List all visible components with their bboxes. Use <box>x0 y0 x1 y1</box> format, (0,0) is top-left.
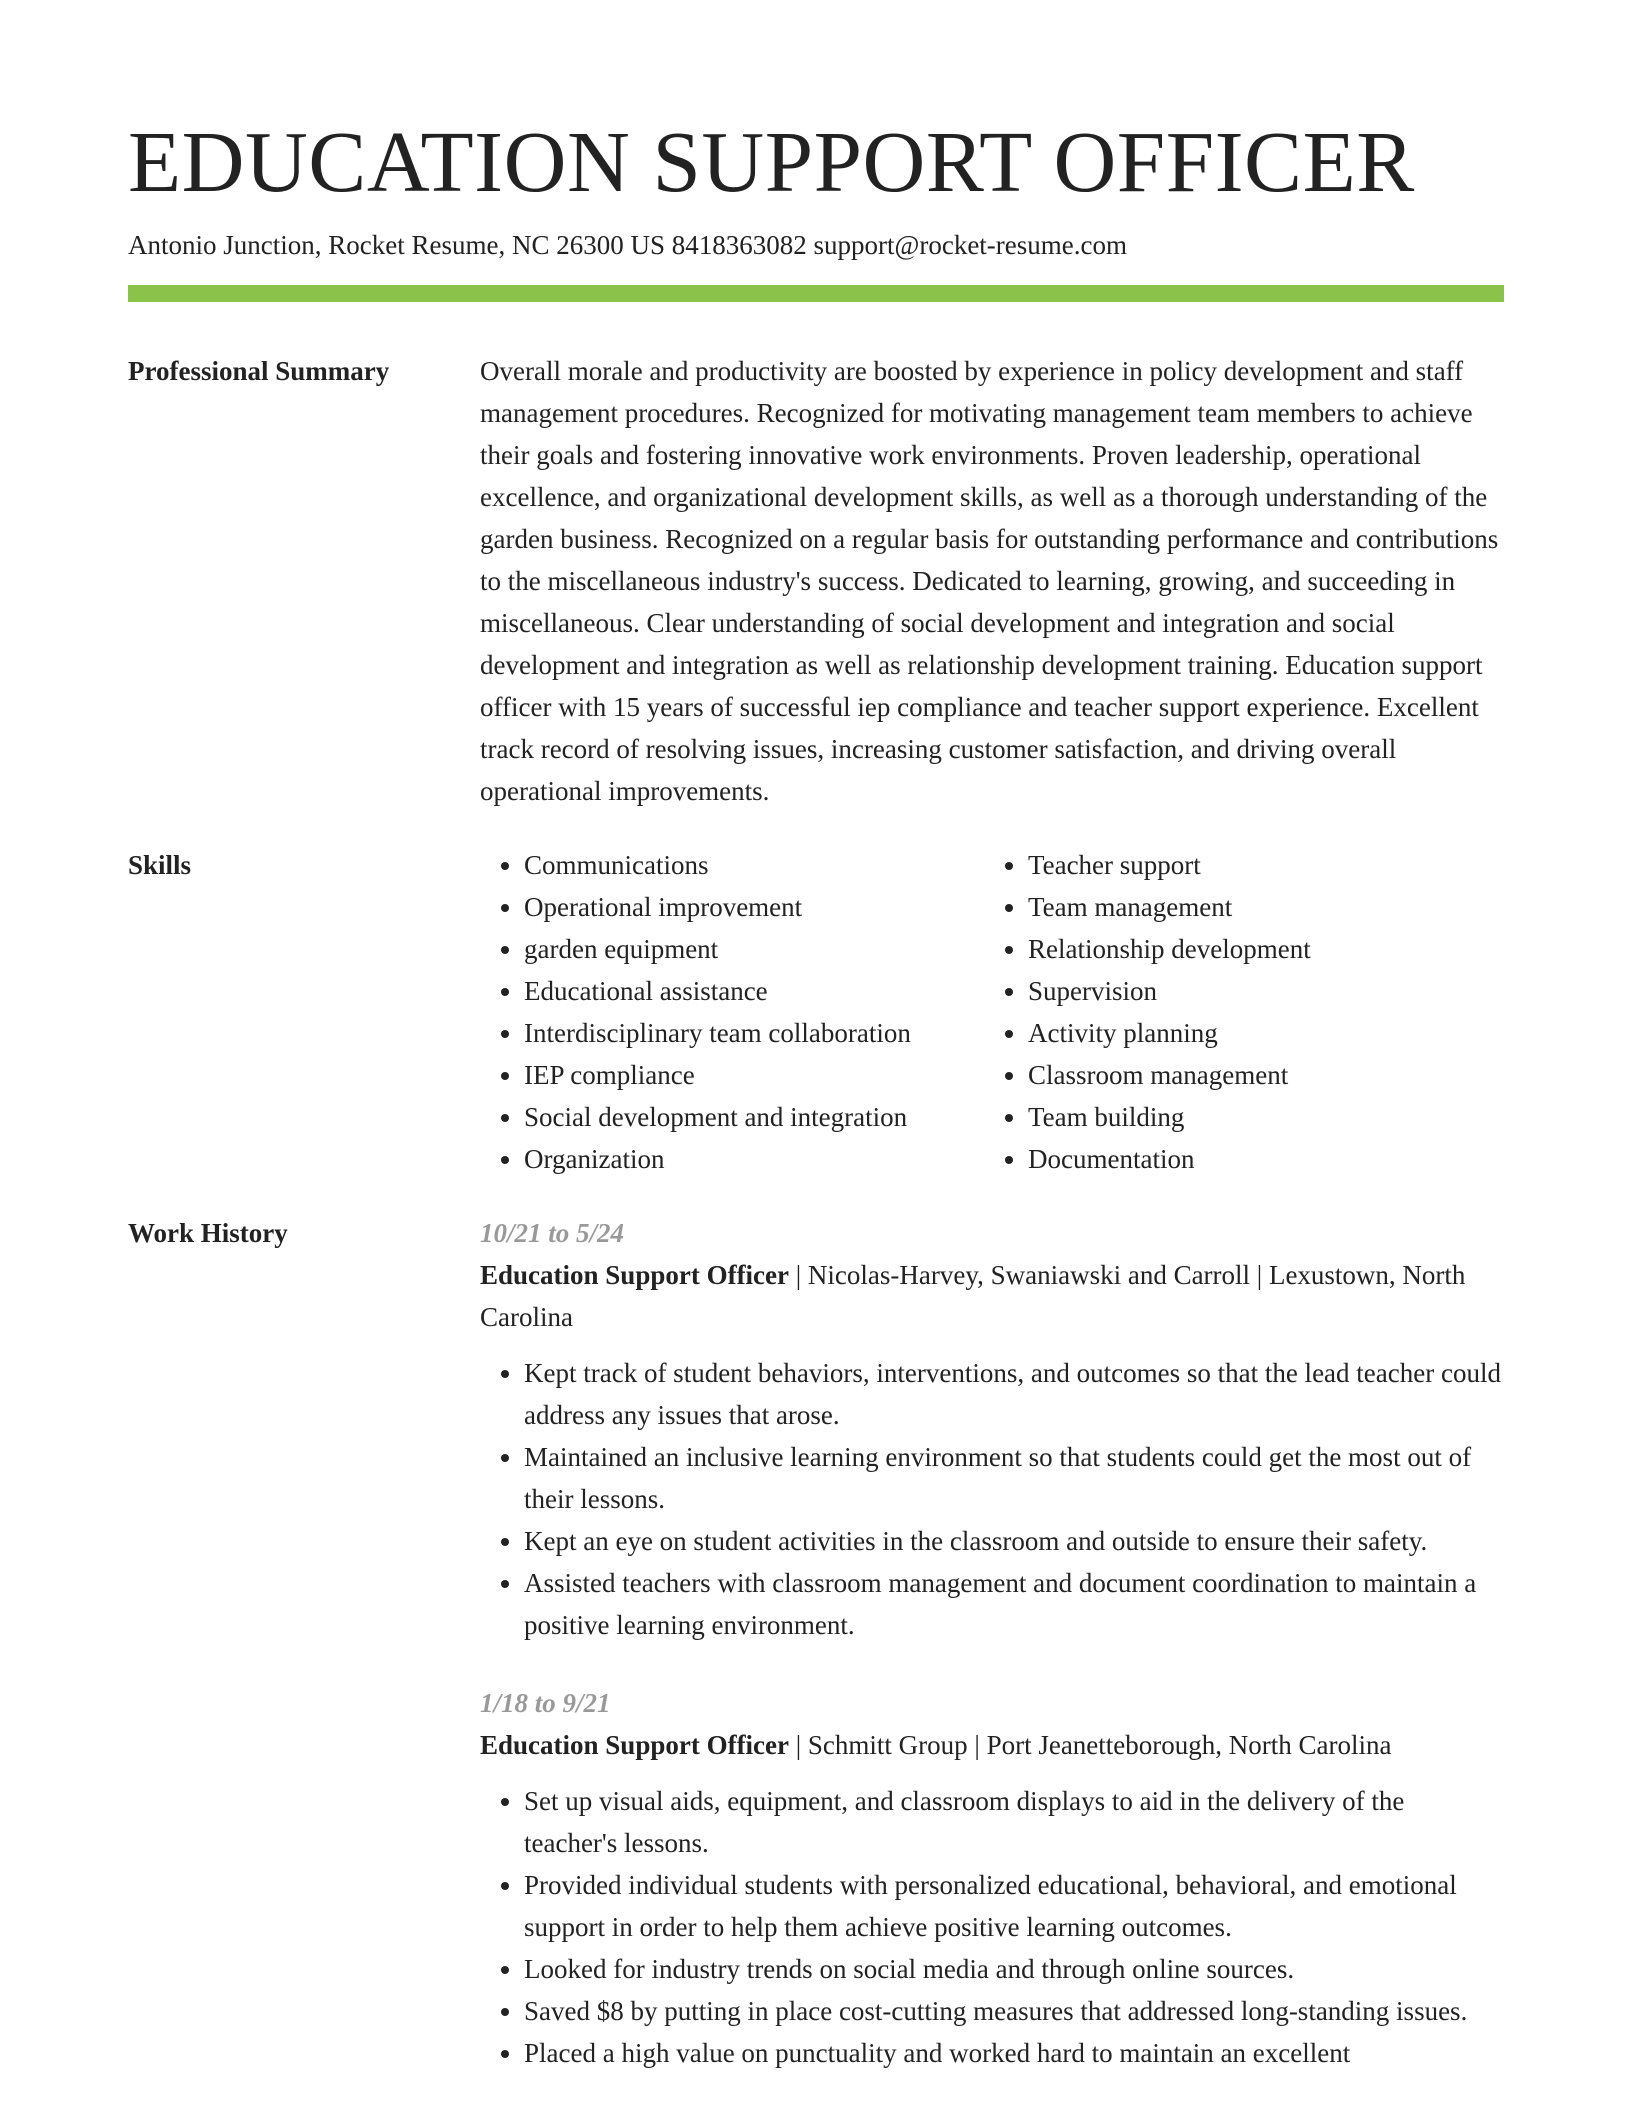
work-history-body <box>480 1212 1504 2110</box>
skill-item: • Relationship development <box>1028 928 1488 970</box>
resume-header <box>128 113 1504 261</box>
summary-text: Overall morale and productivity are boosted by experience in policy development and staff management procedures. Recognized for motivating management team members to achieve their goals and fostering innovative work environments. Proven leadership, operational excellence, and organizational development skills, as well as a thorough understanding of the garden business. Recognized on a regular basis for outstanding performance and contributions to the miscellaneous industry's success. Dedicated to learning, growing, and succeeding in miscellaneous. Clear understanding of social development and integration and social development and integration as well as relationship development training. Education support officer with 15 years of successful iep compliance and teacher support experience. Excellent track record of resolving issues, increasing customer satisfaction, and driving overall operational improvements. <box>480 356 1499 806</box>
section-heading: Work History <box>128 1218 288 1248</box>
job-role: Education Support Officer <box>480 1260 790 1290</box>
job-bullet: • Assisted teachers with classroom management and document coordination to maintain a positive learning environment. <box>524 1562 1504 1646</box>
job-dates: 10/21 to 5/24 <box>480 1218 625 1248</box>
skill-item: • Educational assistance <box>524 970 984 1012</box>
section-heading: Professional Summary <box>128 356 390 386</box>
skill-item: • Organization <box>524 1138 984 1180</box>
header-divider <box>128 285 1504 302</box>
job-bullet: • Saved $8 by putting in place cost-cutting measures that addressed long-standing issues. <box>524 1990 1504 2032</box>
skill-item: • Supervision <box>1028 970 1488 1012</box>
page-title: EDUCATION SUPPORT OFFICER <box>128 113 1415 210</box>
skill-item: • Activity planning <box>1028 1012 1488 1054</box>
job-details: | Schmitt Group | Port Jeanetteborough, North Carolina <box>789 1730 1392 1760</box>
job-bullet: • Kept track of student behaviors, interventions, and outcomes so that the lead teacher could address any issues that arose. <box>524 1352 1504 1436</box>
job-entry <box>480 1682 1504 2074</box>
skill-item: • Interdisciplinary team collaboration <box>524 1012 984 1054</box>
skill-item: • Communications <box>524 844 984 886</box>
skill-item: • garden equipment <box>524 928 984 970</box>
job-bullets <box>480 1780 1504 2074</box>
job-details: | Nicolas-Harvey, Swaniawski and Carroll | Lexustown, North Carolina <box>480 1260 1466 1332</box>
skill-item: • Social development and integration <box>524 1096 984 1138</box>
job-role: Education Support Officer <box>480 1730 790 1760</box>
skills-body <box>480 844 1504 1180</box>
contact-info: Antonio Junction, Rocket Resume, NC 26300 US 8418363082 support@rocket-resume.com <box>128 230 1127 260</box>
job-bullet: • Looked for industry trends on social media and through online sources. <box>524 1948 1504 1990</box>
job-title-line <box>480 1254 1504 1338</box>
job-bullet: • Maintained an inclusive learning environment so that students could get the most out of their lessons. <box>524 1436 1504 1520</box>
job-entry <box>480 1212 1504 1646</box>
job-bullet: • Set up visual aids, equipment, and classroom displays to aid in the delivery of the teacher's lessons. <box>524 1780 1504 1864</box>
skill-item: • Documentation <box>1028 1138 1488 1180</box>
job-bullet: • Placed a high value on punctuality and worked hard to maintain an excellent <box>524 2032 1504 2074</box>
job-bullet: • Provided individual students with personalized educational, behavioral, and emotional support in order to help them achieve positive learning outcomes. <box>524 1864 1504 1948</box>
skill-item: • Operational improvement <box>524 886 984 928</box>
job-bullets <box>480 1352 1504 1646</box>
skill-item: • Team management <box>1028 886 1488 928</box>
job-dates: 1/18 to 9/21 <box>480 1688 611 1718</box>
job-bullet: • Kept an eye on student activities in the classroom and outside to ensure their safety. <box>524 1520 1504 1562</box>
skill-item: • Teacher support <box>1028 844 1488 886</box>
skills-list-left <box>480 844 984 1180</box>
skill-item: • Team building <box>1028 1096 1488 1138</box>
section-heading: Skills <box>128 850 192 880</box>
skill-item: • IEP compliance <box>524 1054 984 1096</box>
job-title-line <box>480 1724 1504 1766</box>
skill-item: • Classroom management <box>1028 1054 1488 1096</box>
skills-list-right <box>984 844 1488 1180</box>
